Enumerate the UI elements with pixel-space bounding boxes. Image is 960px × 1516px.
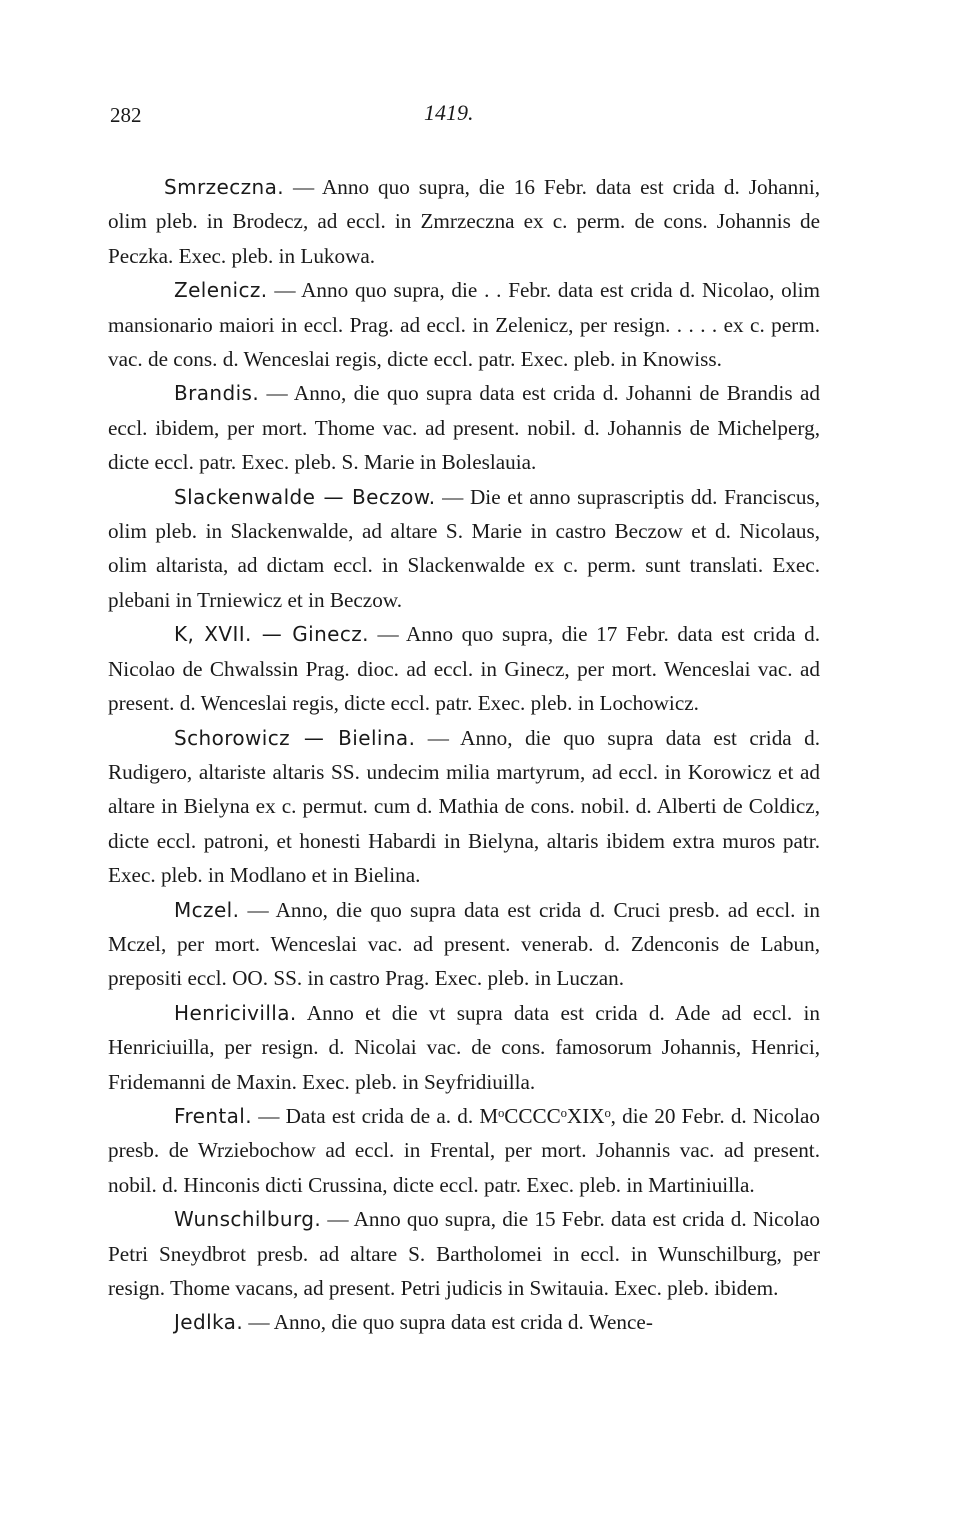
entry-text: — Anno quo supra, die 17 Febr. data est crida d. Nicolao de Chwalssin Prag. dioc. ad eccl. in Ginecz, per mort. Wenceslai vac. ad present. d. Wenceslai regis, dicte eccl. patr. Exec. pleb. in Lochowicz. (108, 622, 821, 716)
entry-text: — Anno, die quo supra data est crida d. Cruci presb. ad eccl. in Mczel, per mort. Wenceslai vac. ad present. venerab. d. Zdenconis de Labun, prepositi eccl. OO. SS. in castro Prag. Exec. pleb. in Luczan. (108, 897, 820, 991)
entry-text: — Die et anno suprascriptis dd. Franciscus, olim pleb. in Slackenwalde, ad altare S. Marie in castro Beczow et d. Nicolaus, olim altarista, ad dictam eccl. in Slackenwalde ex c. perm. sunt translati. Exec. plebani in Trniewicz et in Beczow. (108, 484, 820, 612)
entry-text: — Anno, die quo supra data est crida d. Johanni de Brandis ad eccl. ibidem, per mort. Thome vac. ad present. nobil. d. Johannis de Michelperg, dicte eccl. patr. Exec. pleb. S. Marie in Boleslauia. (108, 381, 820, 475)
entry-text: Anno et die vt supra data est crida d. Ade ad eccl. in Henriciuilla, per resign. d. Nicolai vac. de cons. famosorum Johannis, Henrici, Fridemanni de Maxin. Exec. pleb. in Seyfridiuilla. (108, 1000, 820, 1094)
entry-zelenicz (108, 273, 820, 376)
entry-text: — Anno quo supra, die . . Febr. data est crida d. Nicolao, olim mansionario maiori in eccl. Prag. ad eccl. in Zelenicz, per resign. . . . . ex c. perm. vac. de cons. d. Wenceslai regis, dicte eccl. patr. Exec. pleb. in Knowiss. (108, 278, 820, 372)
entry-smrzeczna (108, 170, 820, 273)
entry-slackenwalde-beczow (108, 480, 820, 618)
entry-jedlka (108, 1305, 820, 1339)
entry-text: — Anno quo supra, die 15 Febr. data est crida d. Nicolao Petri Sneydbrot presb. ad altare S. Bartholomei in eccl. in Wunschilburg, per resign. Thome vacans, ad present. Petri judicis in Switauia. Exec. pleb. ibidem. (108, 1207, 820, 1300)
entry-text: — Data est crida de a. d. MᵒCCCCᵒXIXᵒ, die 20 Febr. d. Nicolao presb. de Wrziebochow ad eccl. in Frental, per mort. Johannis vac. ad present. nobil. d. Hinconis dicti Crussina, dicte eccl. patr. Exec. pleb. in Martiniuilla. (108, 1103, 820, 1197)
place-heading: Frental. (174, 1103, 253, 1128)
place-heading: Smrzeczna. (164, 175, 284, 199)
place-heading: Schorowicz — Bielina. (174, 725, 416, 750)
place-heading: Henricivilla. (174, 1000, 297, 1025)
body-text (108, 170, 820, 1340)
entry-henricivilla (108, 996, 820, 1099)
place-heading: K, XVII. — Ginecz. (174, 622, 369, 647)
entry-ginecz (108, 617, 820, 720)
entry-brandis (108, 376, 820, 479)
place-heading: Zelenicz. (174, 278, 268, 303)
place-heading: Slackenwalde — Beczow. (174, 484, 436, 509)
entry-text: — Anno, die quo supra data est crida d. Wence- (243, 1310, 653, 1335)
entry-text: — Anno quo supra, die 16 Febr. data est crida d. Johanni, olim pleb. in Brodecz, ad eccl. in Zmrzeczna ex c. perm. de cons. Johannis de Peczka. Exec. pleb. in Lukowa. (108, 175, 820, 268)
entry-text: — Anno, die quo supra data est crida d. Rudigero, altariste altaris SS. undecim milia martyrum, ad eccl. in Korowicz et ad altare in Bielyna ex c. permut. cum d. Mathia de cons. nobil. d. Alberti de Coldicz, dicte eccl. patroni, et honesti Habardi in Bielyna, altaris ibidem extra muros patr. Exec. pleb. in Modlano et in Bielina. (108, 725, 820, 888)
entry-frental (108, 1099, 820, 1202)
place-heading: Jedlka. (174, 1310, 244, 1335)
place-heading: Mczel. (174, 897, 240, 922)
running-head-year: 1419. (424, 100, 474, 125)
entry-schorowicz-bielina (108, 721, 820, 893)
entry-wunschilburg (108, 1202, 820, 1305)
page-number: 282 (110, 103, 142, 127)
entry-mczel (108, 893, 820, 996)
place-heading: Brandis. (174, 381, 260, 406)
place-heading: Wunschilburg. (174, 1207, 322, 1232)
